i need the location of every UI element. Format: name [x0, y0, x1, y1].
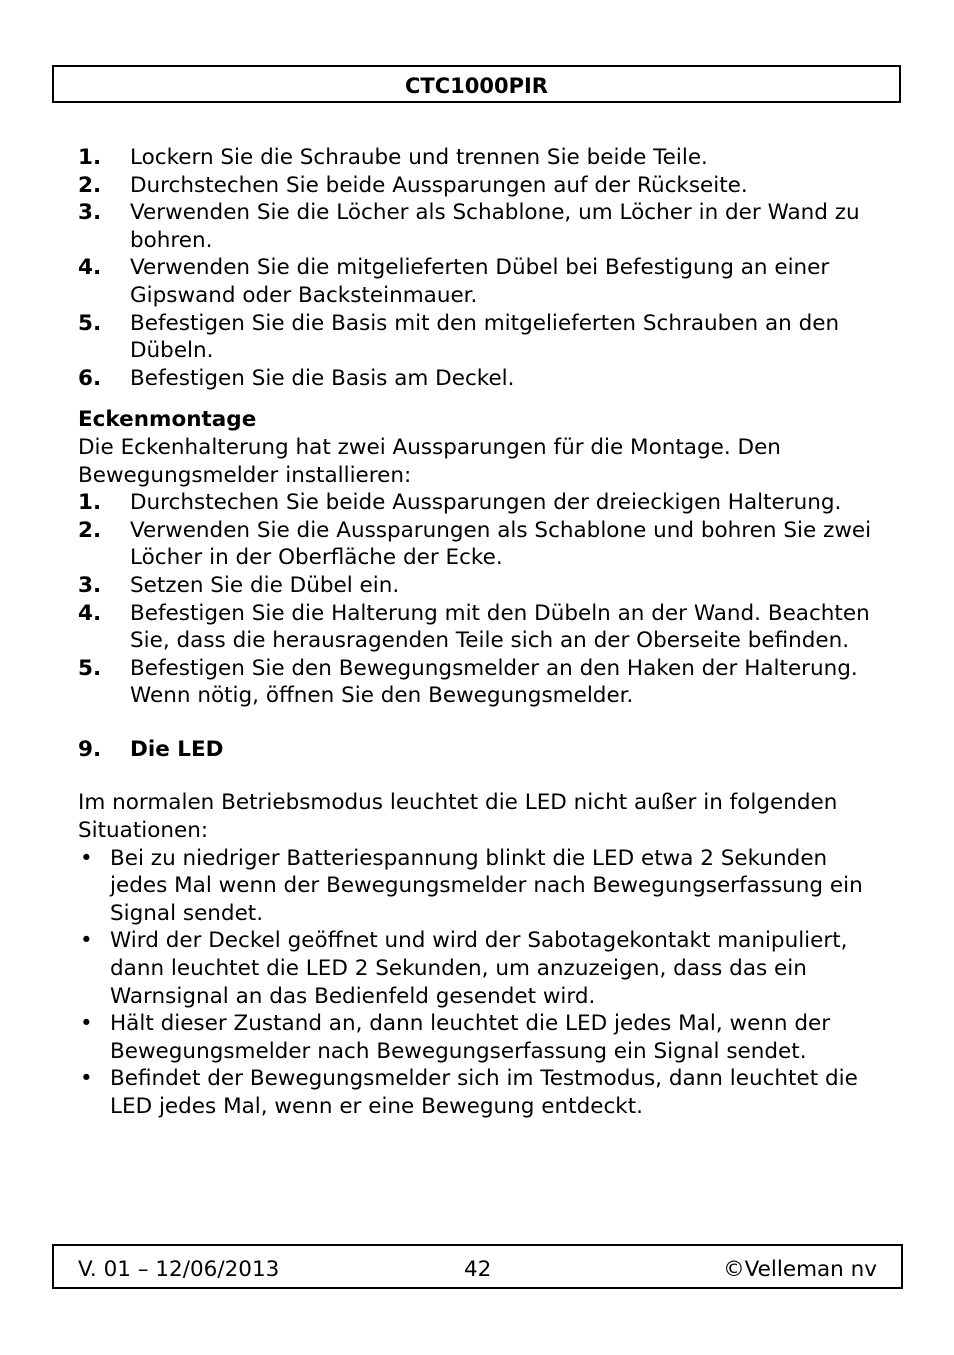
list-item: 2. Durchstechen Sie beide Aussparungen auf der Rückseite.	[78, 172, 748, 198]
list-item: 6. Befestigen Sie die Basis am Deckel.	[78, 365, 515, 391]
list-item: 5. Befestigen Sie den Bewegungsmelder an den Haken der Halterung. Wenn nötig, öffnen Sie den Bewegungsmelder.	[78, 655, 858, 709]
list-item: 3. Setzen Sie die Dübel ein.	[78, 572, 400, 598]
footer-page-number: 42	[464, 1257, 492, 1282]
led-intro: Im normalen Betriebsmodus leuchtet die LED nicht außer in folgenden Situationen:	[78, 790, 838, 844]
corner-mounting-heading: Eckenmontage	[78, 407, 257, 433]
corner-steps-list	[78, 489, 888, 710]
footer-copyright: ©Velleman nv	[723, 1257, 877, 1282]
document-footer	[52, 1244, 903, 1289]
document-title: CTC1000PIR	[405, 74, 548, 98]
footer-version: V. 01 – 12/06/2013	[78, 1257, 280, 1282]
bullet-icon: •	[80, 1066, 93, 1092]
list-item: 2. Verwenden Sie die Aussparungen als Schablone und bohren Sie zwei Löcher in der Oberfläche der Ecke.	[78, 517, 872, 571]
list-item: 3. Verwenden Sie die Löcher als Schablone, um Löcher in der Wand zu bohren.	[78, 200, 860, 253]
document-header	[52, 65, 901, 103]
list-item: 4. Verwenden Sie die mitgelieferten Dübel bei Befestigung an einer Gipswand oder Backsteinmauer.	[78, 255, 830, 308]
section-number: 9.	[78, 736, 102, 762]
list-item: 4. Befestigen Sie die Halterung mit den Dübeln an der Wand. Beachten Sie, dass die herausragenden Teile sich an der Oberseite befinden.	[78, 600, 870, 654]
bullet-icon: •	[80, 845, 93, 871]
section-title: Die LED	[130, 736, 224, 762]
corner-mounting-intro: Die Eckenhalterung hat zwei Aussparungen für die Montage. Den Bewegungsmelder installieren:	[78, 434, 781, 488]
section-heading	[78, 736, 888, 764]
list-item: • Bei zu niedriger Batteriespannung blinkt die LED etwa 2 Sekunden jedes Mal wenn der Bewegungsmelder nach Bewegungserfassung ein Signal sendet.	[80, 845, 863, 926]
list-item: • Befindet der Bewegungsmelder sich im Testmodus, dann leuchtet die LED jedes Mal, wenn er eine Bewegung entdeckt.	[80, 1066, 858, 1119]
list-item: 1. Durchstechen Sie beide Aussparungen der dreieckigen Halterung.	[78, 490, 842, 516]
list-item: • Hält dieser Zustand an, dann leuchtet die LED jedes Mal, wenn der Bewegungsmelder nach Bewegungserfassung ein Signal sendet.	[80, 1011, 831, 1064]
mounting-steps-list	[78, 144, 888, 392]
bullet-icon: •	[80, 1011, 93, 1037]
list-item-note: Wenn nötig, öffnen Sie den Bewegungsmelder.	[130, 683, 634, 709]
bullet-icon: •	[80, 928, 93, 954]
list-item: 5. Befestigen Sie die Basis mit den mitgelieferten Schrauben an den Dübeln.	[78, 310, 840, 364]
list-item: • Wird der Deckel geöffnet und wird der Sabotagekontakt manipuliert, dann leuchtet die LED 2 Sekunden, um anzuzeigen, dass das ein Warnsignal an das Bedienfeld gesendet wird.	[80, 928, 848, 1009]
led-bullet-list	[78, 845, 888, 1121]
page-content	[78, 144, 888, 1121]
list-item: 1. Lockern Sie die Schraube und trennen Sie beide Teile.	[78, 145, 708, 170]
